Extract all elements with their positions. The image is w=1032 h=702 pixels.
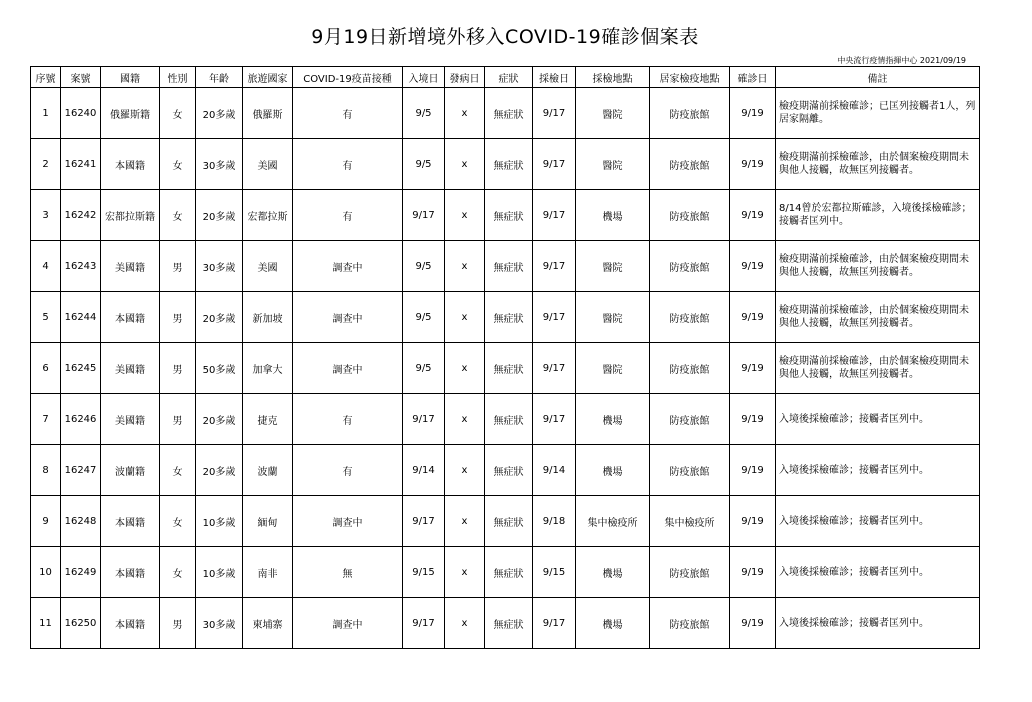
cell-vaccination: 有 [293, 190, 403, 241]
cell-confirm-date: 9/19 [730, 394, 776, 445]
cell-case-id: 16245 [61, 343, 101, 394]
cell-confirm-date: 9/19 [730, 139, 776, 190]
cell-onset-date: x [445, 139, 485, 190]
cell-sampling-site: 機場 [576, 190, 650, 241]
cell-symptoms: 無症狀 [485, 88, 533, 139]
cell-confirm-date: 9/19 [730, 445, 776, 496]
cell-sex: 女 [160, 496, 196, 547]
cell-entry-date: 9/17 [403, 598, 445, 649]
col-header-case-id: 案號 [61, 67, 101, 88]
cell-vaccination: 有 [293, 88, 403, 139]
table-row [31, 343, 980, 394]
table-row [31, 496, 980, 547]
cell-case-id: 16244 [61, 292, 101, 343]
cell-remarks: 8/14曾於宏都拉斯確診，入境後採檢確診；接觸者匡列中。 [776, 190, 980, 241]
cell-serial: 8 [31, 445, 61, 496]
table-row [31, 394, 980, 445]
cell-remarks: 入境後採檢確診；接觸者匡列中。 [776, 394, 980, 445]
cell-age: 20多歲 [196, 394, 243, 445]
cell-entry-date: 9/15 [403, 547, 445, 598]
cell-remarks: 檢疫期滿前採檢確診，由於個案檢疫期間未與他人接觸，故無匡列接觸者。 [776, 139, 980, 190]
cell-quarantine-site: 防疫旅館 [650, 547, 730, 598]
cell-serial: 11 [31, 598, 61, 649]
cell-serial: 1 [31, 88, 61, 139]
table-row [31, 598, 980, 649]
cell-sampling-date: 9/17 [533, 241, 576, 292]
table-row [31, 88, 980, 139]
cell-travel-country: 加拿大 [243, 343, 293, 394]
cell-onset-date: x [445, 292, 485, 343]
col-header-entry-date: 入境日 [403, 67, 445, 88]
cell-sex: 女 [160, 190, 196, 241]
cell-serial: 6 [31, 343, 61, 394]
cell-age: 20多歲 [196, 445, 243, 496]
col-header-quarantine-site: 居家檢疫地點 [650, 67, 730, 88]
cell-symptoms: 無症狀 [485, 292, 533, 343]
page-title: 9月19日新增境外移入COVID-19確診個案表 [311, 26, 699, 48]
cell-serial: 4 [31, 241, 61, 292]
cell-sampling-date: 9/18 [533, 496, 576, 547]
cell-case-id: 16241 [61, 139, 101, 190]
cell-nationality: 宏都拉斯籍 [101, 190, 160, 241]
cell-quarantine-site: 防疫旅館 [650, 292, 730, 343]
cell-serial: 10 [31, 547, 61, 598]
cell-onset-date: x [445, 190, 485, 241]
cell-case-id: 16248 [61, 496, 101, 547]
cell-quarantine-site: 防疫旅館 [650, 343, 730, 394]
cell-confirm-date: 9/19 [730, 292, 776, 343]
cell-remarks: 檢疫期滿前採檢確診，由於個案檢疫期間未與他人接觸，故無匡列接觸者。 [776, 343, 980, 394]
cell-onset-date: x [445, 598, 485, 649]
cell-sampling-date: 9/17 [533, 343, 576, 394]
cell-case-id: 16247 [61, 445, 101, 496]
col-header-remarks: 備註 [776, 67, 980, 88]
cell-travel-country: 捷克 [243, 394, 293, 445]
cell-onset-date: x [445, 394, 485, 445]
cell-confirm-date: 9/19 [730, 547, 776, 598]
cell-entry-date: 9/5 [403, 292, 445, 343]
case-table [30, 66, 980, 649]
cell-quarantine-site: 防疫旅館 [650, 445, 730, 496]
cell-remarks: 檢疫期滿前採檢確診，由於個案檢疫期間未與他人接觸，故無匡列接觸者。 [776, 292, 980, 343]
cell-sex: 男 [160, 598, 196, 649]
cell-symptoms: 無症狀 [485, 598, 533, 649]
cell-serial: 3 [31, 190, 61, 241]
cell-remarks: 檢疫期滿前採檢確診，由於個案檢疫期間未與他人接觸，故無匡列接觸者。 [776, 241, 980, 292]
cell-quarantine-site: 集中檢疫所 [650, 496, 730, 547]
col-header-sex: 性別 [160, 67, 196, 88]
cell-sampling-site: 醫院 [576, 343, 650, 394]
cell-sex: 女 [160, 547, 196, 598]
cell-onset-date: x [445, 241, 485, 292]
cell-confirm-date: 9/19 [730, 496, 776, 547]
cell-sampling-date: 9/17 [533, 598, 576, 649]
col-header-symptoms: 症狀 [485, 67, 533, 88]
table-row [31, 445, 980, 496]
cell-travel-country: 新加坡 [243, 292, 293, 343]
cell-entry-date: 9/14 [403, 445, 445, 496]
cell-serial: 9 [31, 496, 61, 547]
cell-travel-country: 柬埔寨 [243, 598, 293, 649]
cell-symptoms: 無症狀 [485, 139, 533, 190]
cell-nationality: 本國籍 [101, 292, 160, 343]
col-header-age: 年齡 [196, 67, 243, 88]
cell-quarantine-site: 防疫旅館 [650, 394, 730, 445]
cell-sampling-site: 醫院 [576, 88, 650, 139]
cell-travel-country: 俄羅斯 [243, 88, 293, 139]
cell-travel-country: 美國 [243, 139, 293, 190]
cell-sampling-site: 醫院 [576, 139, 650, 190]
cell-sex: 男 [160, 241, 196, 292]
cell-age: 10多歲 [196, 547, 243, 598]
col-header-sampling-date: 採檢日 [533, 67, 576, 88]
cell-serial: 7 [31, 394, 61, 445]
cell-nationality: 美國籍 [101, 241, 160, 292]
cell-symptoms: 無症狀 [485, 547, 533, 598]
cell-entry-date: 9/5 [403, 139, 445, 190]
cell-vaccination: 調查中 [293, 496, 403, 547]
cell-sampling-site: 機場 [576, 394, 650, 445]
cell-serial: 5 [31, 292, 61, 343]
cell-symptoms: 無症狀 [485, 343, 533, 394]
cell-quarantine-site: 防疫旅館 [650, 598, 730, 649]
cell-remarks: 入境後採檢確診；接觸者匡列中。 [776, 547, 980, 598]
cell-entry-date: 9/17 [403, 496, 445, 547]
cell-age: 50多歲 [196, 343, 243, 394]
cell-entry-date: 9/5 [403, 88, 445, 139]
cell-travel-country: 宏都拉斯 [243, 190, 293, 241]
col-header-confirm-date: 確診日 [730, 67, 776, 88]
cell-remarks: 入境後採檢確診；接觸者匡列中。 [776, 445, 980, 496]
cell-serial: 2 [31, 139, 61, 190]
table-row [31, 241, 980, 292]
cell-age: 20多歲 [196, 88, 243, 139]
cell-entry-date: 9/5 [403, 241, 445, 292]
cell-quarantine-site: 防疫旅館 [650, 139, 730, 190]
cell-sex: 男 [160, 292, 196, 343]
col-header-serial: 序號 [31, 67, 61, 88]
cell-onset-date: x [445, 496, 485, 547]
cell-entry-date: 9/17 [403, 394, 445, 445]
source-note: 中央流行疫情指揮中心 2021/09/19 [837, 56, 966, 65]
cell-entry-date: 9/17 [403, 190, 445, 241]
cell-sampling-site: 機場 [576, 445, 650, 496]
cell-quarantine-site: 防疫旅館 [650, 241, 730, 292]
cell-sex: 女 [160, 445, 196, 496]
cell-vaccination: 有 [293, 445, 403, 496]
cell-sampling-date: 9/17 [533, 292, 576, 343]
cell-nationality: 波蘭籍 [101, 445, 160, 496]
cell-symptoms: 無症狀 [485, 190, 533, 241]
cell-travel-country: 緬甸 [243, 496, 293, 547]
cell-travel-country: 波蘭 [243, 445, 293, 496]
table-row [31, 190, 980, 241]
cell-symptoms: 無症狀 [485, 496, 533, 547]
cell-sampling-date: 9/17 [533, 394, 576, 445]
cell-age: 30多歲 [196, 241, 243, 292]
cell-nationality: 本國籍 [101, 547, 160, 598]
cell-sex: 男 [160, 343, 196, 394]
cell-travel-country: 美國 [243, 241, 293, 292]
cell-nationality: 美國籍 [101, 343, 160, 394]
cell-onset-date: x [445, 445, 485, 496]
cell-age: 30多歲 [196, 598, 243, 649]
cell-confirm-date: 9/19 [730, 190, 776, 241]
cell-nationality: 本國籍 [101, 139, 160, 190]
cell-symptoms: 無症狀 [485, 241, 533, 292]
cell-sampling-site: 集中檢疫所 [576, 496, 650, 547]
table-row [31, 292, 980, 343]
cell-quarantine-site: 防疫旅館 [650, 190, 730, 241]
cell-age: 20多歲 [196, 190, 243, 241]
col-header-sampling-site: 採檢地點 [576, 67, 650, 88]
cell-remarks: 入境後採檢確診；接觸者匡列中。 [776, 598, 980, 649]
cell-nationality: 美國籍 [101, 394, 160, 445]
cell-nationality: 本國籍 [101, 598, 160, 649]
table-row [31, 139, 980, 190]
cell-sampling-site: 醫院 [576, 241, 650, 292]
col-header-travel-country: 旅遊國家 [243, 67, 293, 88]
cell-travel-country: 南非 [243, 547, 293, 598]
cell-confirm-date: 9/19 [730, 88, 776, 139]
cell-onset-date: x [445, 88, 485, 139]
cell-confirm-date: 9/19 [730, 598, 776, 649]
cell-sampling-date: 9/17 [533, 88, 576, 139]
cell-case-id: 16246 [61, 394, 101, 445]
cell-nationality: 本國籍 [101, 496, 160, 547]
cell-sampling-date: 9/17 [533, 139, 576, 190]
header-row [31, 67, 980, 88]
cell-sex: 男 [160, 394, 196, 445]
cell-age: 10多歲 [196, 496, 243, 547]
cell-confirm-date: 9/19 [730, 343, 776, 394]
cell-sampling-date: 9/17 [533, 190, 576, 241]
col-header-vaccination: COVID-19疫苗接種 [293, 67, 403, 88]
cell-case-id: 16250 [61, 598, 101, 649]
cell-onset-date: x [445, 343, 485, 394]
cell-sampling-site: 機場 [576, 598, 650, 649]
cell-case-id: 16242 [61, 190, 101, 241]
cell-onset-date: x [445, 547, 485, 598]
cell-nationality: 俄羅斯籍 [101, 88, 160, 139]
cell-vaccination: 調查中 [293, 343, 403, 394]
cell-case-id: 16240 [61, 88, 101, 139]
cell-sampling-site: 醫院 [576, 292, 650, 343]
cell-vaccination: 調查中 [293, 292, 403, 343]
cell-sampling-date: 9/15 [533, 547, 576, 598]
cell-age: 20多歲 [196, 292, 243, 343]
cell-remarks: 檢疫期滿前採檢確診；已匡列接觸者1人，列居家隔離。 [776, 88, 980, 139]
cell-age: 30多歲 [196, 139, 243, 190]
cell-entry-date: 9/5 [403, 343, 445, 394]
cell-case-id: 16243 [61, 241, 101, 292]
cell-vaccination: 有 [293, 394, 403, 445]
cell-symptoms: 無症狀 [485, 445, 533, 496]
cell-remarks: 入境後採檢確診；接觸者匡列中。 [776, 496, 980, 547]
cell-vaccination: 有 [293, 139, 403, 190]
cell-quarantine-site: 防疫旅館 [650, 88, 730, 139]
table-row [31, 547, 980, 598]
cell-vaccination: 調查中 [293, 598, 403, 649]
cell-sex: 女 [160, 88, 196, 139]
cell-vaccination: 無 [293, 547, 403, 598]
cell-symptoms: 無症狀 [485, 394, 533, 445]
cell-sampling-site: 機場 [576, 547, 650, 598]
cell-case-id: 16249 [61, 547, 101, 598]
col-header-onset-date: 發病日 [445, 67, 485, 88]
cell-sampling-date: 9/14 [533, 445, 576, 496]
cell-sex: 女 [160, 139, 196, 190]
cell-vaccination: 調查中 [293, 241, 403, 292]
col-header-nationality: 國籍 [101, 67, 160, 88]
cell-confirm-date: 9/19 [730, 241, 776, 292]
